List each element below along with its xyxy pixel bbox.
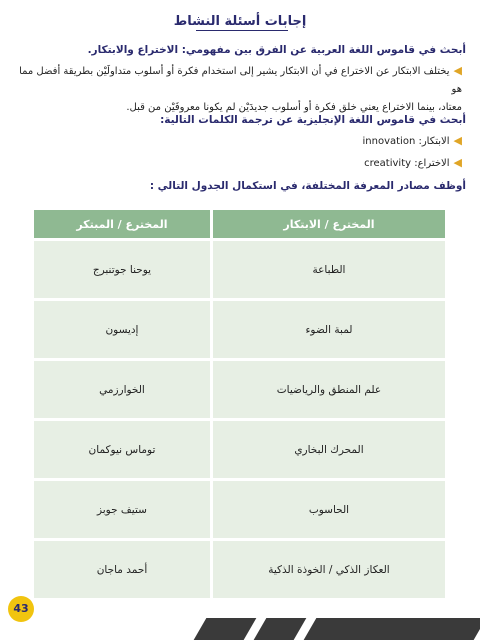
table-cell: المحرك البخاري <box>211 420 446 480</box>
footer-decoration <box>194 618 480 640</box>
table-cell: العكاز الذكي / الخوذة الذكية <box>211 540 446 600</box>
table-row <box>33 480 447 540</box>
table-header: المخترع / المبتكر <box>33 209 212 240</box>
table-cell: علم المنطق والرياضيات <box>211 360 446 420</box>
bullet-icon: ◀ <box>453 134 462 147</box>
table-row <box>33 300 447 360</box>
term-creativity-text: الاختراع: creativity <box>364 158 450 169</box>
table-cell: ستيف جوبز <box>33 480 212 540</box>
term-creativity <box>364 156 462 169</box>
answer-1 <box>12 62 462 117</box>
answer-1-line-2: معتاد، بينما الاختراع يعني خلق فكرة أو أسلوب جديدَيْن لم يكونا معروفَيْن من قبل. <box>126 102 462 113</box>
table-cell: إديسون <box>33 300 212 360</box>
table-row <box>33 540 447 600</box>
table-cell: الحاسوب <box>211 480 446 540</box>
page-number-badge: 43 <box>8 596 34 622</box>
table-header: المخترع / الابتكار <box>211 209 446 240</box>
inventions-table <box>31 207 448 601</box>
question-1: أبحث في قاموس اللغة العربية عن الفرق بين مفهومي: الاختراع والابتكار. <box>87 44 466 56</box>
table-header-row <box>33 209 447 240</box>
table-row <box>33 240 447 300</box>
table-row <box>33 420 447 480</box>
table-cell: أحمد ماجان <box>33 540 212 600</box>
table-cell: توماس نيوكمان <box>33 420 212 480</box>
term-innovation-text: الابتكار: innovation <box>362 136 450 147</box>
bullet-icon: ◀ <box>453 156 462 169</box>
title-underline <box>196 30 288 31</box>
term-innovation <box>363 134 462 147</box>
table-cell: الخوارزمي <box>33 360 212 420</box>
table-cell: الطباعة <box>211 240 446 300</box>
question-2: أبحث في قاموس اللغة الإنجليزية عن ترجمة الكلمات التالية: <box>160 114 466 126</box>
page-title: إجابات أسئلة النشاط <box>173 14 307 29</box>
bullet-icon: ◀ <box>453 64 462 77</box>
table-cell: لمبة الضوء <box>211 300 446 360</box>
table-cell: يوحنا جوتنبرج <box>33 240 212 300</box>
table-row <box>33 360 447 420</box>
question-3: أوظف مصادر المعرفة المختلفة، في استكمال الجدول التالي : <box>149 180 466 192</box>
answer-1-line-1: يختلف الابتكار عن الاختراع في أن الابتكار يشير إلى استخدام فكرة أو أسلوب متداولَيْن بطريقة أفضل مما هو <box>19 66 462 95</box>
